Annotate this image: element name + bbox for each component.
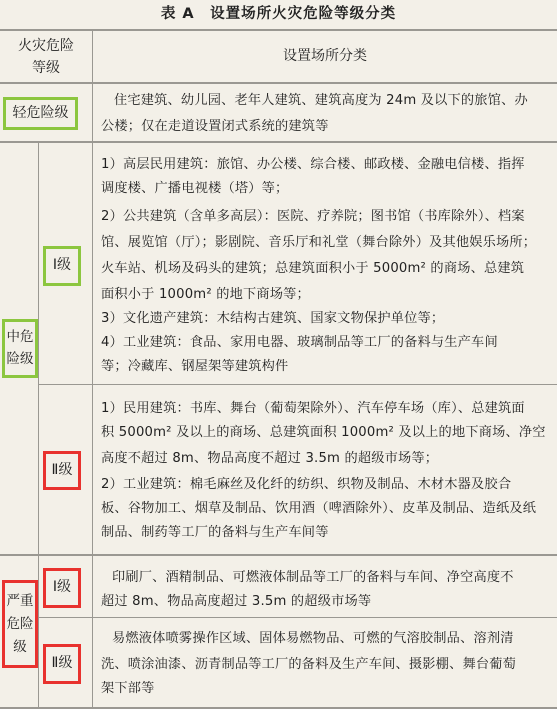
medium-grade2-line-2: 积 5000m² 及以上的商场、总建筑面积 1000m² 及以上的地下商场、净空 xyxy=(101,425,546,440)
medium-grade1-line-7: 3）文化遗产建筑：木结构古建筑、国家文物保护单位等； xyxy=(101,311,445,326)
light-line-2: 公楼；仅在走道设置闭式系统的建筑等 xyxy=(101,119,329,134)
header-category: 设置场所分类 xyxy=(283,48,367,64)
severe-grade1-bottom-border xyxy=(38,617,557,618)
medium-grade2-line-5: 板、谷物加工、烟草及制品、饮用酒（啤酒除外）、皮革及制品、造纸及纸 xyxy=(101,501,537,516)
medium-grade2-line-4: 2）工业建筑：棉毛麻丝及化纤的纺织、织物及制品、木材木器及胶合 xyxy=(101,477,512,492)
medium-grade1-line-9: 等；冷藏库、钢屋架等建筑构件 xyxy=(101,359,289,374)
header-level-line2: 等级 xyxy=(32,60,60,76)
severe-grade2-label: Ⅱ级 xyxy=(51,655,73,671)
severe-grade2-line-3: 架下部等 xyxy=(101,681,155,696)
medium-grade2-line-3: 高度不超过 8m、物品高度不超过 3.5m 的超级市场等； xyxy=(101,451,439,466)
severe-grade2-line-1: 易燃液体喷雾操作区域、固体易燃物品、可燃的气溶胶制品、溶剂清 xyxy=(112,631,514,646)
light-hazard-label: 轻危险级 xyxy=(12,105,69,121)
severe-grade1-line-2: 超过 8m、物品高度超过 3.5m 的超级市场等 xyxy=(101,594,372,609)
medium-grade1-line-2: 调度楼、广播电视楼（塔）等； xyxy=(101,181,289,196)
table-bottom-border xyxy=(0,707,557,709)
header-bottom-border xyxy=(0,82,557,84)
medium-grade1-line-5: 火车站、机场及码头的建筑；总建筑面积小于 5000m² 的商场、总建筑 xyxy=(101,261,525,276)
medium-grade2-line-6: 制品、制药等工厂的备料与生产车间等 xyxy=(101,525,329,540)
medium-grade1-line-3: 2）公共建筑（含单多高层）：医院、疗养院；图书馆（书库除外）、档案 xyxy=(101,209,525,224)
medium-bottom-border xyxy=(0,554,557,556)
table-title: 表 A 设置场所火灾危险等级分类 xyxy=(160,6,397,22)
medium-hazard-label-line2: 险级 xyxy=(6,351,34,367)
light-bottom-border xyxy=(0,141,557,143)
content-left-border xyxy=(92,30,93,708)
severe-hazard-label-line1: 严重 xyxy=(6,593,34,609)
medium-grade1-label: Ⅰ级 xyxy=(52,257,72,273)
medium-grade1-line-8: 4）工业建筑：食品、家用电器、玻璃制品等工厂的备料与生产车间 xyxy=(101,335,498,350)
medium-grade1-line-1: 1）高层民用建筑：旅馆、办公楼、综合楼、邮政楼、金融电信楼、指挥 xyxy=(101,157,525,172)
severe-level-divider xyxy=(38,555,39,708)
medium-hazard-label-line1: 中危 xyxy=(6,329,34,345)
medium-grade2-label: Ⅱ级 xyxy=(51,462,73,478)
medium-grade1-bottom-border xyxy=(38,384,557,385)
medium-level-divider xyxy=(38,142,39,555)
light-line-1: 住宅建筑、幼儿园、老年人建筑、建筑高度为 24m 及以下的旅馆、办 xyxy=(114,93,528,108)
severe-grade1-line-1: 印刷厂、酒精制品、可燃液体制品等工厂的备料与车间、净空高度不 xyxy=(112,570,514,585)
medium-grade1-line-6: 面积小于 1000m² 的地下商场等； xyxy=(101,287,310,302)
table-top-border xyxy=(0,29,557,31)
header-level-line1: 火灾危险 xyxy=(18,38,74,54)
medium-grade2-line-1: 1）民用建筑：书库、舞台（葡萄架除外）、汽车停车场（库）、总建筑面 xyxy=(101,401,525,416)
medium-grade1-line-4: 馆、展览馆（厅）；影剧院、音乐厅和礼堂（舞台除外）及其他娱乐场所； xyxy=(101,235,537,250)
severe-hazard-label-line2: 危险 xyxy=(6,616,34,632)
severe-hazard-label-line3: 级 xyxy=(13,639,27,655)
severe-grade2-line-2: 洗、喷涂油漆、沥青制品等工厂的备料及生产车间、摄影棚、舞台葡萄 xyxy=(101,657,517,672)
severe-grade1-label: Ⅰ级 xyxy=(52,579,72,595)
